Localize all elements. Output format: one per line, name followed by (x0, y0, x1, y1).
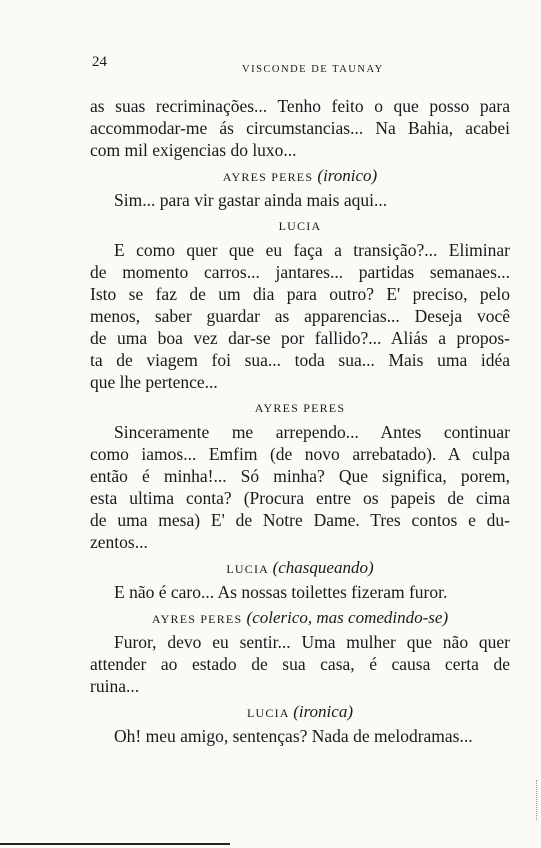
text-line: zentos... (90, 532, 148, 552)
page-number: 24 (92, 54, 107, 70)
speaker-name: LUCIA (226, 562, 269, 576)
text-line: Isto se faz de um dia para outro? E' preciso, pelo (90, 284, 510, 304)
page-edge (530, 780, 537, 820)
speaker-heading (90, 397, 510, 419)
speaker-heading (90, 607, 510, 629)
speaker-name: LUCIA (278, 219, 322, 233)
play-text (90, 95, 510, 747)
text-line: ta de viagem foi sua... toda sua... Mais uma idéa (90, 350, 510, 370)
speaker-name: AYRES PERES (222, 170, 314, 184)
text-line: com mil exigencias do luxo... (90, 140, 297, 160)
text-line: então é minha!... Só minha? Que significa, porem, (90, 466, 510, 486)
text-line: ruina... (90, 676, 140, 696)
text-line: Furor, devo eu sentir... Uma mulher que não quer (114, 632, 510, 652)
text-line: Oh! meu amigo, sentenças? Nada de melodramas... (114, 726, 473, 746)
speaker-heading (90, 701, 510, 723)
text-line: que lhe pertence... (90, 372, 218, 392)
running-head: VISCONDE DE TAUNAY (242, 64, 384, 75)
text-line: as suas recriminações... Tenho feito o que posso para (90, 96, 510, 116)
text-line: de momento carros... jantares... partidas semanaes... (90, 262, 510, 282)
text-line: attender ao estado de sua casa, é causa certa de (90, 654, 510, 674)
text-line: E não é caro... As nossas toilettes fizeram furor. (114, 582, 448, 602)
text-line: accommodar-me ás circumstancias... Na Bahia, acabei (90, 118, 510, 138)
speaker-name: LUCIA (246, 706, 289, 720)
speaker-heading (90, 165, 510, 187)
stage-direction: (colerico, mas comedindo-se) (246, 608, 449, 627)
stage-direction: (ironica) (293, 702, 353, 721)
text-line: Sim... para vir gastar ainda mais aqui... (114, 190, 388, 210)
speaker-heading (90, 215, 510, 237)
stage-direction: (ironico) (317, 166, 378, 185)
text-line: de uma boa vez dar-se por fallido?... Aliás a propos- (90, 328, 510, 348)
text-line: Sinceramente me arrependo... Antes continuar (114, 422, 510, 442)
speaker-name: AYRES PERES (254, 401, 346, 415)
bottom-rule (0, 843, 230, 845)
text-line: esta ultima conta? (Procura entre os papeis de cima (90, 488, 510, 508)
stage-direction: (chasqueando) (272, 558, 374, 577)
text-line: como iamos... Emfim (de novo arrebatado). A culpa (90, 444, 510, 464)
speaker-name: AYRES PERES (151, 612, 243, 626)
speaker-heading (90, 557, 510, 579)
text-line: E como quer que eu faça a transição?... Eliminar (114, 240, 510, 260)
text-line: menos, saber guardar as apparencias... Deseja você (90, 306, 510, 326)
text-line: de uma mesa) E' de Notre Dame. Tres contos e du- (90, 510, 510, 530)
